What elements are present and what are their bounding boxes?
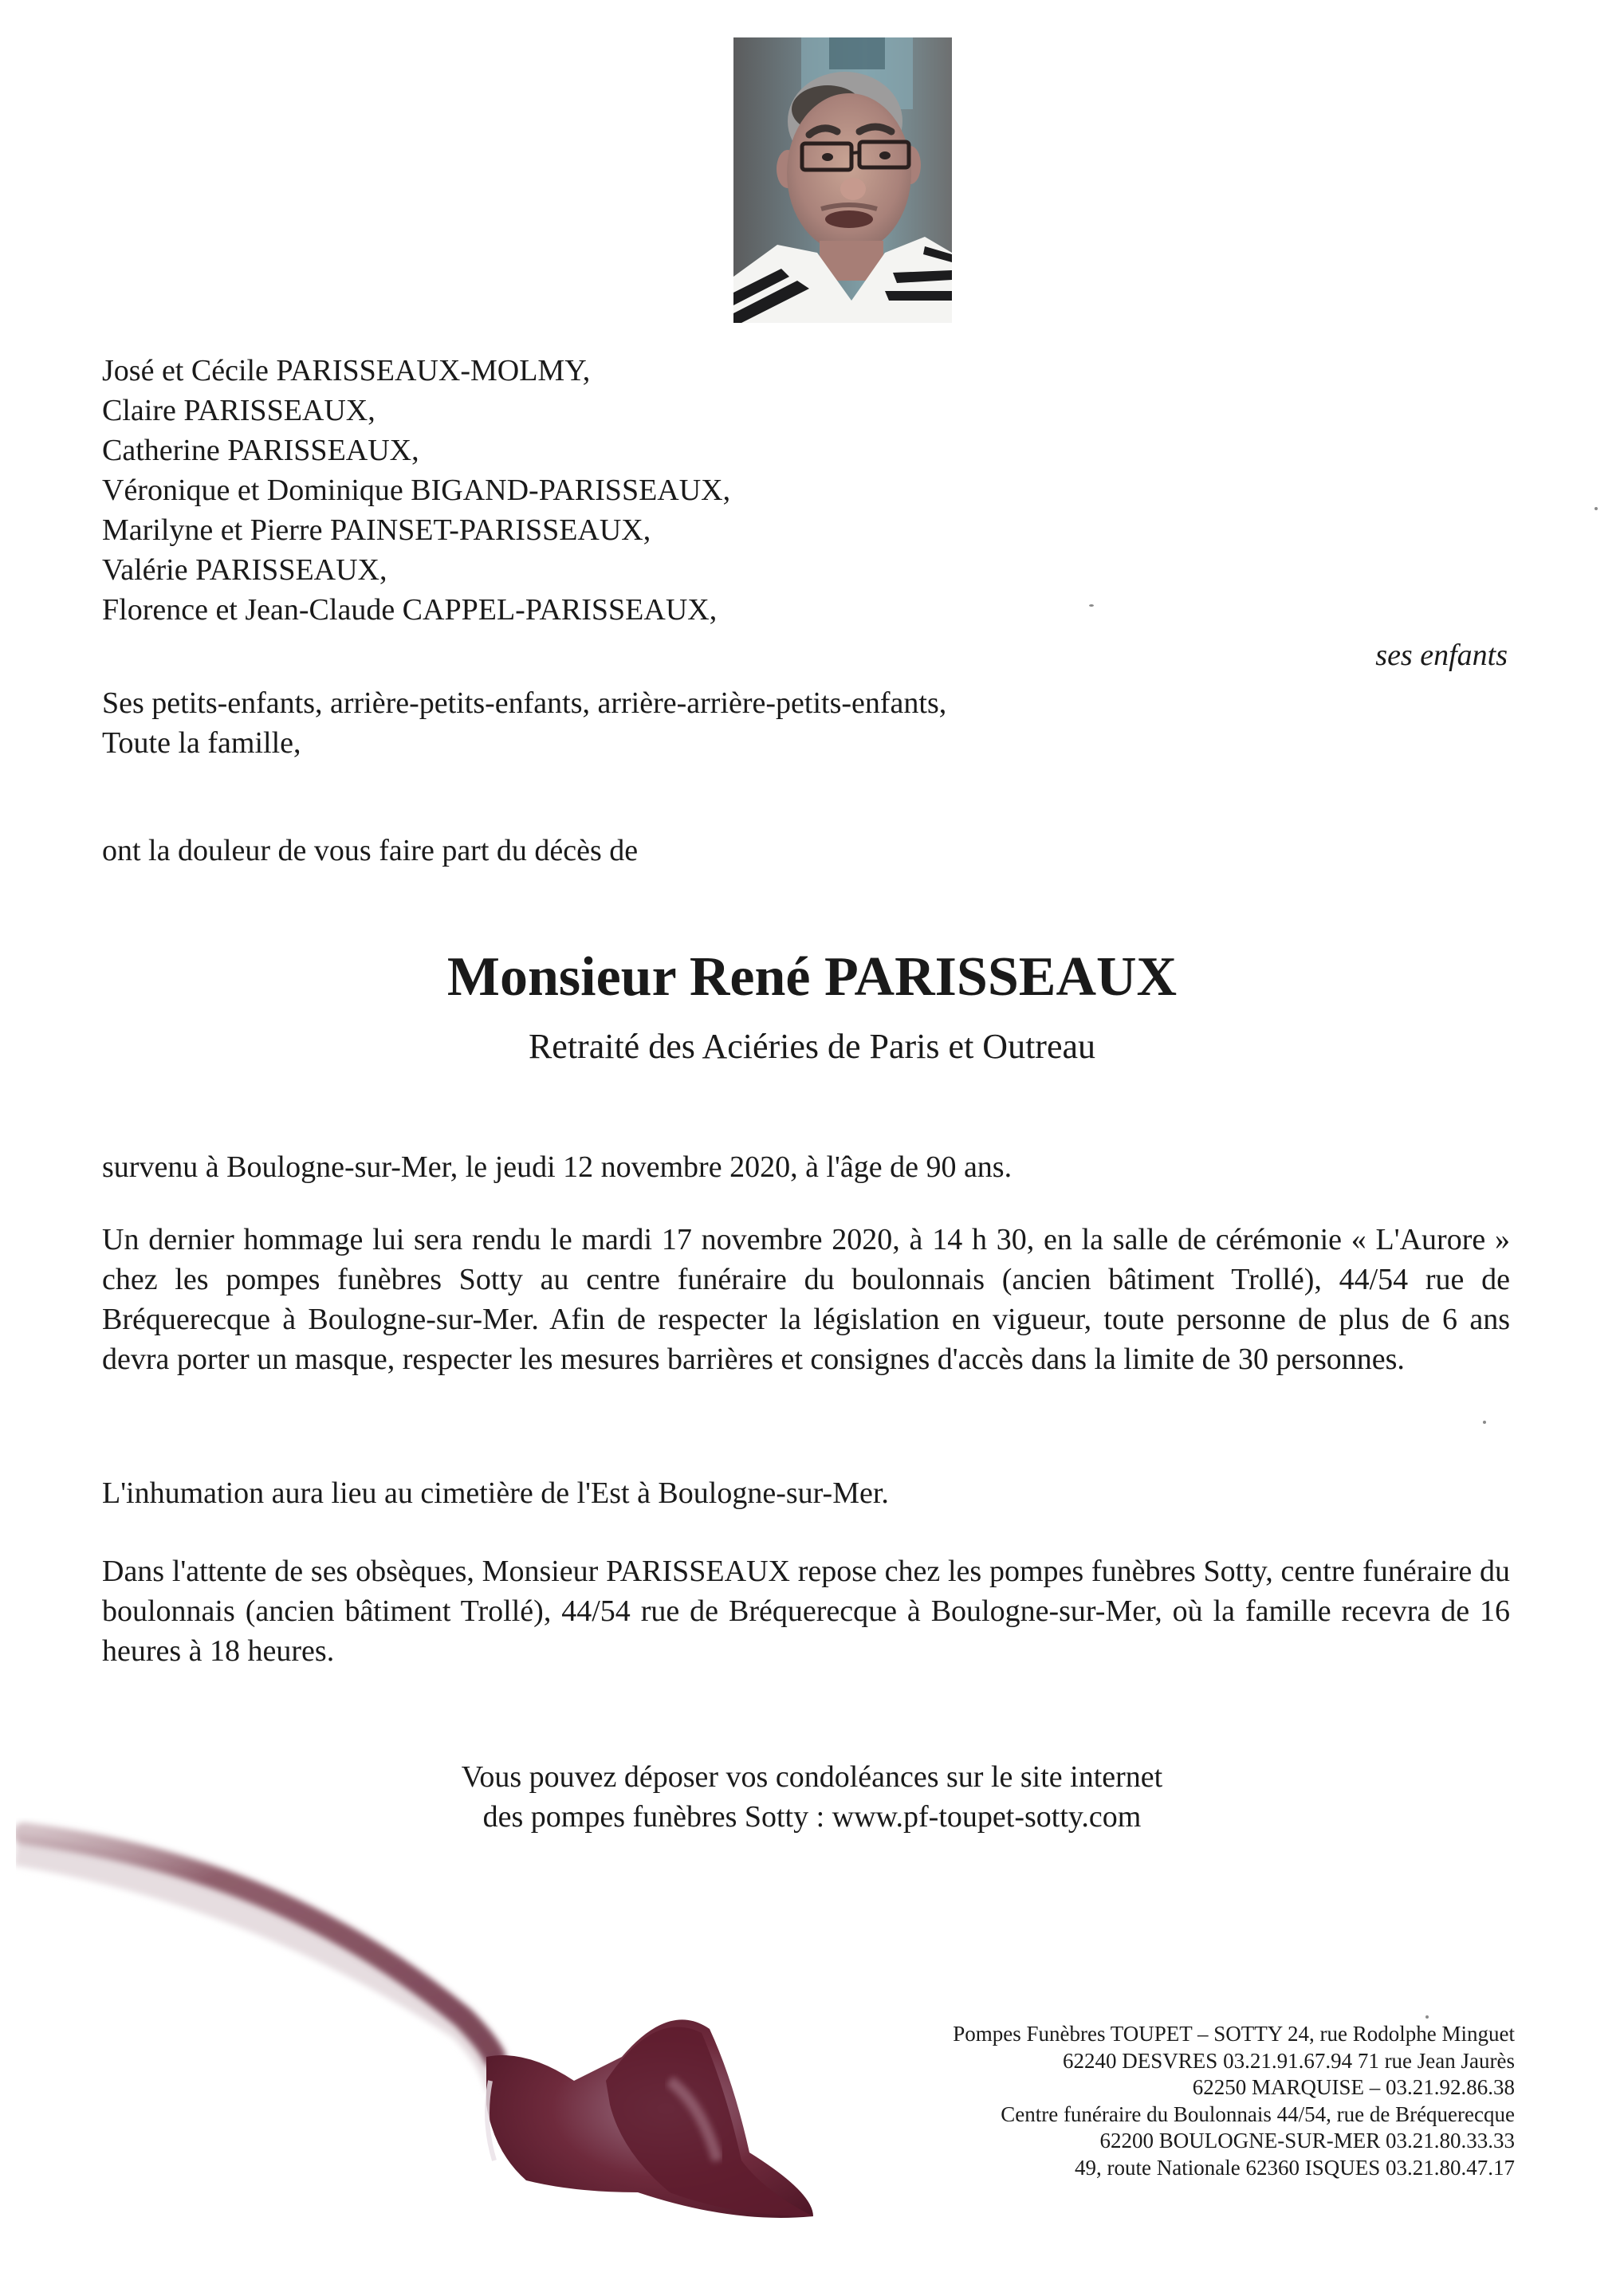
family-line: Claire PARISSEAUX, (102, 394, 376, 427)
deceased-name: Monsieur René PARISSEAUX (446, 946, 1178, 1008)
burial-details: L'inhumation aura lieu au cimetière de l'Est à Boulogne-sur-Mer. (102, 1476, 889, 1510)
children-list (102, 351, 730, 630)
family-line: Florence et Jean-Claude CAPPEL-PARISSEAUX, (102, 593, 718, 627)
announcement-intro: ont la douleur de vous faire part du décès de (102, 834, 639, 867)
family-line: Valérie PARISSEAUX, (102, 553, 387, 587)
condolences-prefix: des pompes funèbres Sotty : (482, 1800, 832, 1834)
website-link[interactable]: www.pf-toupet-sotty.com (832, 1800, 1142, 1834)
other-relatives (102, 683, 946, 763)
scan-speck (1595, 507, 1598, 510)
children-label: ses enfants (1375, 639, 1508, 672)
family-line: José et Cécile PARISSEAUX-MOLMY, (102, 354, 591, 387)
family-line: Marilyne et Pierre PAINSET-PARISSEAUX, (102, 513, 651, 547)
contact-line: 62200 BOULOGNE-SUR-MER 03.21.80.33.33 (1099, 2129, 1515, 2152)
family-line: Véronique et Dominique BIGAND-PARISSEAUX, (102, 474, 731, 507)
condolences-line-1: Vous pouvez déposer vos condoléances sur le site internet (461, 1760, 1163, 1794)
contact-line: 49, route Nationale 62360 ISQUES 03.21.80.47.17 (1075, 2155, 1515, 2180)
visitation-details: Dans l'attente de ses obsèques, Monsieur PARISSEAUX repose chez les pompes funèbres Sotty, centre funéraire du boulonnais (ancien bâtiment Trollé), 44/54 rue de Bréquerecque à Boulogne-sur-Mer, où la famille recevra de 16 heures à 18 heures. (102, 1555, 1510, 1668)
contact-line: Centre funéraire du Boulonnais 44/54, rue de Bréquerecque (1001, 2101, 1515, 2126)
contact-line: Pompes Funèbres TOUPET – SOTTY 24, rue Rodolphe Minguet (953, 2022, 1515, 2046)
deceased-occupation: Retraité des Aciéries de Paris et Outreau (528, 1027, 1096, 1066)
portrait-image (733, 37, 952, 323)
relatives-line: Toute la famille, (102, 726, 301, 760)
contact-line: 62250 MARQUISE – 03.21.92.86.38 (1192, 2075, 1515, 2099)
contact-line: 62240 DESVRES 03.21.91.67.94 71 rue Jean Jaurès (1063, 2048, 1515, 2073)
death-details: survenu à Boulogne-sur-Mer, le jeudi 12 novembre 2020, à l'âge de 90 ans. (102, 1150, 1013, 1184)
relatives-line: Ses petits-enfants, arrière-petits-enfants, arrière-arrière-petits-enfants, (102, 686, 947, 720)
scan-speck (1483, 1421, 1486, 1424)
family-line: Catherine PARISSEAUX, (102, 434, 419, 467)
ceremony-details: Un dernier hommage lui sera rendu le mardi 17 novembre 2020, à 14 h 30, en la salle de cérémonie « L'Aurore » chez les pompes funèbres Sotty au centre funéraire du boulonnais (ancien bâtiment Trollé), 44/54 rue de Bréquerecque à Boulogne-sur-Mer. Afin de respecter la législation en vigueur, toute personne de plus de 6 ans devra porter un masque, respecter les mesures barrières et consignes d'accès dans la limite de 30 personnes. (102, 1223, 1510, 1376)
portrait-photo (733, 37, 952, 323)
funeral-home-contacts (953, 2021, 1515, 2181)
scan-speck (1089, 604, 1094, 607)
scan-speck (1425, 2015, 1429, 2019)
calla-lily-illustration (16, 1818, 917, 2232)
